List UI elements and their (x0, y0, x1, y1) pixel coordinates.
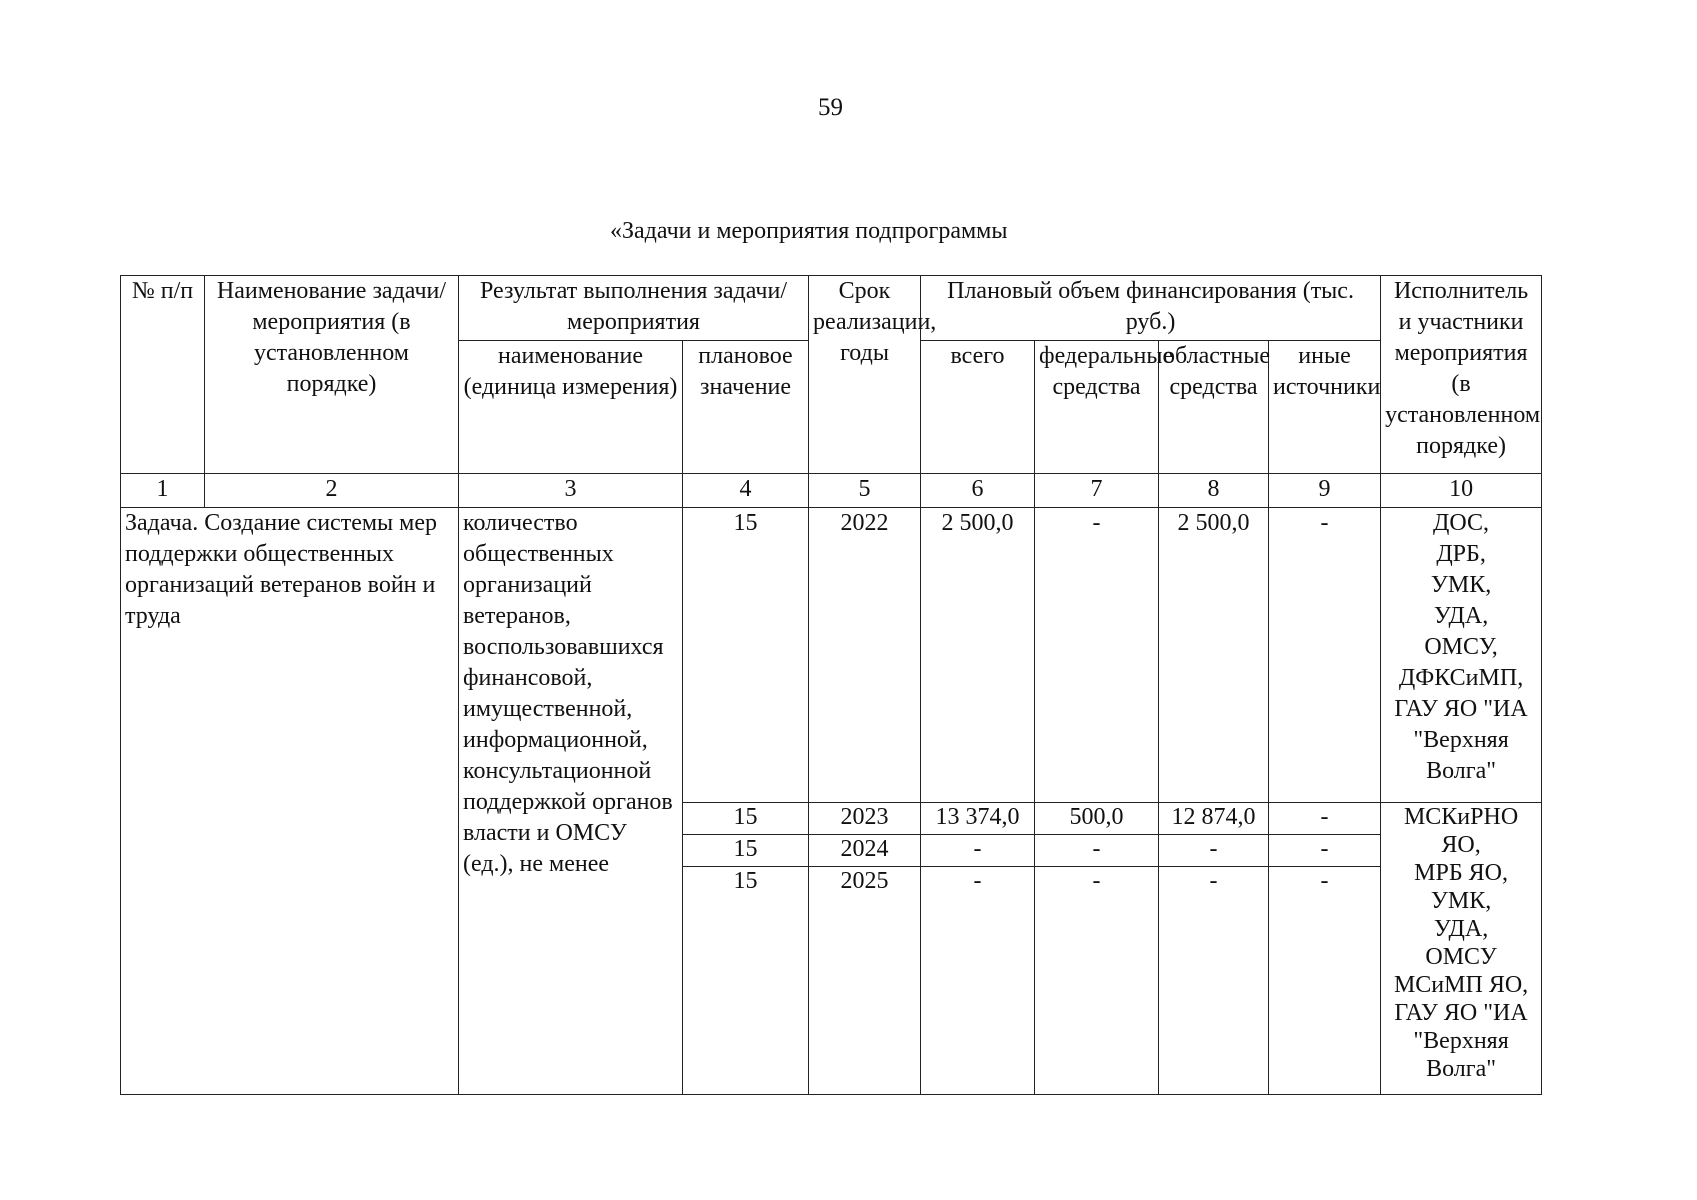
financing-other: - (1269, 834, 1381, 866)
financing-total: 13 374,0 (921, 802, 1035, 834)
financing-total: - (921, 866, 1035, 1094)
column-number: 8 (1159, 474, 1269, 508)
financing-regional: 12 874,0 (1159, 802, 1269, 834)
header-task-name: Наименование задачи/мероприятия (в установленном порядке) (205, 276, 459, 474)
executor-line: Волга" (1426, 1055, 1497, 1082)
term-year: 2024 (809, 834, 921, 866)
column-number: 2 (205, 474, 459, 508)
executor-line: ДОС, (1433, 510, 1490, 537)
header-other: иные источники (1269, 341, 1381, 474)
executor-line: МСКиРНО (1403, 803, 1519, 830)
executor-line: ЯО, (1441, 831, 1481, 858)
financing-federal: - (1035, 866, 1159, 1094)
plan-value: 15 (683, 508, 809, 802)
executors-group-1 (1381, 508, 1542, 802)
program-table (120, 275, 1542, 1095)
task-name: Задача. Создание системы мер поддержки общественных организаций ветеранов войн и труда (121, 508, 459, 1095)
page-number: 59 (818, 94, 843, 121)
header-result-name: наименование (единица измерения) (459, 341, 683, 474)
header-result-group: Результат выполнения задачи/мероприятия (459, 276, 809, 341)
column-number: 3 (459, 474, 683, 508)
document-title: «Задачи и мероприятия подпрограммы (610, 218, 1008, 244)
term-year: 2022 (809, 508, 921, 802)
executor-line: ДФКСиМП, (1398, 665, 1524, 692)
executor-line: Волга" (1426, 758, 1497, 785)
header-regional: областные средства (1159, 341, 1269, 474)
plan-value: 15 (683, 834, 809, 866)
executor-line: ОМСУ, (1424, 634, 1498, 661)
financing-total: 2 500,0 (921, 508, 1035, 802)
column-number: 5 (809, 474, 921, 508)
executors-group-2 (1381, 802, 1542, 1094)
column-number: 1 (121, 474, 205, 508)
column-number: 7 (1035, 474, 1159, 508)
header-plan-value: плановое значение (683, 341, 809, 474)
header-federal: федеральные средства (1035, 341, 1159, 474)
header-executor: Исполнитель и участники мероприятия (в установленном порядке) (1381, 276, 1542, 474)
executor-line: ДРБ, (1436, 541, 1486, 568)
executor-line: УМК, (1430, 572, 1492, 599)
financing-other: - (1269, 508, 1381, 802)
executor-line: УДА, (1433, 915, 1489, 942)
plan-value: 15 (683, 802, 809, 834)
column-number: 6 (921, 474, 1035, 508)
financing-regional: 2 500,0 (1159, 508, 1269, 802)
executor-line: ГАУ ЯО "ИА (1394, 999, 1528, 1026)
executor-line: УДА, (1433, 603, 1489, 630)
financing-federal: - (1035, 508, 1159, 802)
financing-regional: - (1159, 834, 1269, 866)
financing-total: - (921, 834, 1035, 866)
executor-line: МРБ ЯО, (1414, 859, 1508, 886)
header-number: № п/п (121, 276, 205, 474)
executor-line: "Верхняя (1413, 727, 1509, 754)
financing-federal: 500,0 (1035, 802, 1159, 834)
financing-federal: - (1035, 834, 1159, 866)
result-name: количество общественных организаций ветеранов, воспользовавшихся финансовой, имущественной, информационной, консультационной поддержкой органов власти и ОМСУ (ед.), не менее (459, 508, 683, 1095)
header-total: всего (921, 341, 1035, 474)
column-number: 9 (1269, 474, 1381, 508)
header-financing-group: Плановый объем финансирования (тыс. руб.) (921, 276, 1381, 341)
term-year: 2023 (809, 802, 921, 834)
column-number: 10 (1381, 474, 1542, 508)
column-number: 4 (683, 474, 809, 508)
financing-other: - (1269, 866, 1381, 1094)
header-term: Срок реализации, годы (809, 276, 921, 474)
financing-other: - (1269, 802, 1381, 834)
financing-regional: - (1159, 866, 1269, 1094)
executor-line: УМК, (1430, 887, 1492, 914)
plan-value: 15 (683, 866, 809, 1094)
table-row (121, 508, 1542, 802)
header-row-1 (121, 276, 1542, 341)
executor-line: "Верхняя (1413, 1027, 1509, 1054)
executor-line: ОМСУ (1425, 943, 1497, 970)
term-year: 2025 (809, 866, 921, 1094)
column-number-row (121, 474, 1542, 508)
executor-line: ГАУ ЯО "ИА (1394, 696, 1528, 723)
executor-line: МСиМП ЯО, (1393, 971, 1529, 998)
